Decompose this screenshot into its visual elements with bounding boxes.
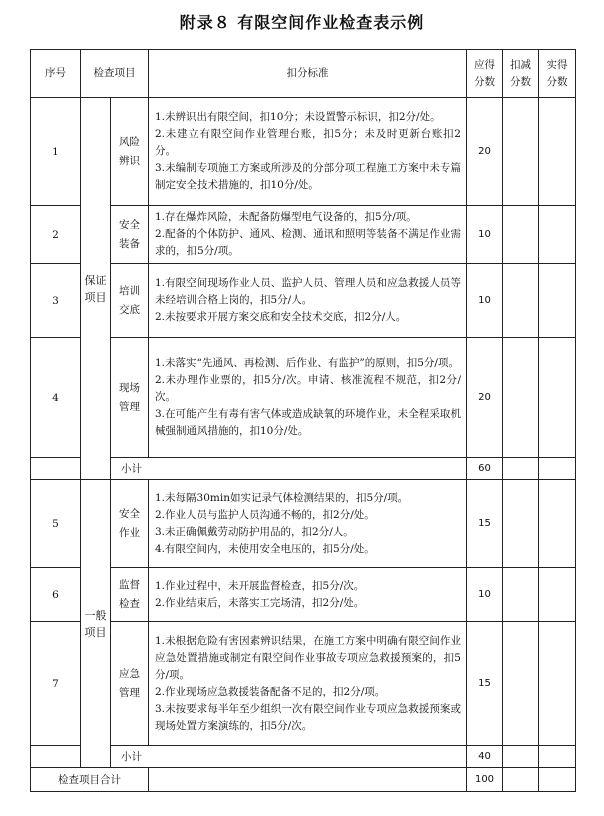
criteria-line: 1.未辨识出有限空间，扣10分；未设置警示标识，扣2分/处。 bbox=[155, 111, 441, 123]
criteria-line: 1.未落实“先通风、再检测、后作业、有监护”的原则，扣5分/项。 bbox=[155, 357, 459, 369]
criteria-line: 2.作业现场应急救援装备配备不足的，扣2分/项。 bbox=[155, 685, 386, 698]
score-due: 20 bbox=[467, 98, 503, 206]
subtotal-label: 小计 bbox=[111, 458, 467, 480]
score-due: 20 bbox=[467, 338, 503, 458]
row-number: 2 bbox=[31, 206, 81, 264]
deducted-cell[interactable] bbox=[503, 458, 539, 480]
subtotal-score: 60 bbox=[467, 458, 503, 480]
criteria-line: 3.未编制专项施工方案或所涉及的分部分项工程施工方案中未专篇制定安全技术措施的，扣10分/处。 bbox=[155, 162, 461, 191]
criteria-line: 4.有限空间内，未使用安全电压的，扣5分/处。 bbox=[155, 542, 375, 555]
score-due: 10 bbox=[467, 206, 503, 264]
deducted-cell[interactable] bbox=[503, 206, 539, 264]
total-score: 100 bbox=[467, 768, 503, 792]
blank-cell bbox=[31, 746, 81, 768]
actual-cell[interactable] bbox=[539, 98, 576, 206]
actual-cell[interactable] bbox=[539, 206, 576, 264]
criteria-line: 2.未办理作业票的，扣5分/次。申请、核准流程不规范，扣2分/次。 bbox=[155, 374, 461, 403]
header-no: 序号 bbox=[31, 50, 81, 98]
criteria-line: 2.未按要求开展方案交底和安全技术交底，扣2分/人。 bbox=[155, 311, 407, 323]
actual-cell[interactable] bbox=[539, 622, 576, 746]
row-number: 4 bbox=[31, 338, 81, 458]
header-actual: 实得 分数 bbox=[539, 50, 576, 98]
criteria-line: 1.有限空间现场作业人员、监护人员、管理人员和应急救援人员等未经培训合格上岗的，扣5分/人。 bbox=[155, 277, 461, 306]
header-criteria: 扣分标准 bbox=[149, 50, 467, 98]
actual-cell[interactable] bbox=[539, 746, 576, 768]
table-row bbox=[31, 206, 576, 264]
criteria-line: 1.未每隔30min如实记录气体检测结果的，扣5分/项。 bbox=[155, 491, 409, 504]
item-name: 风险 辨识 bbox=[111, 98, 149, 206]
header-deducted: 扣减 分数 bbox=[503, 50, 539, 98]
score-due: 15 bbox=[467, 480, 503, 568]
criteria-line: 1.未根据危险有害因素辨识结果，在施工方案中明确有限空间作业应急处置措施或制定有限空间作业事故专项应急救援预案的，扣5分/项。 bbox=[155, 634, 461, 681]
criteria-line: 3.未按要求每半年至少组织一次有限空间作业专项应急救援预案或现场处置方案演练的，扣5分/次。 bbox=[155, 702, 461, 732]
criteria-cell bbox=[149, 264, 467, 338]
total-row bbox=[31, 768, 576, 792]
actual-cell[interactable] bbox=[539, 264, 576, 338]
item-name: 安全 装备 bbox=[111, 206, 149, 264]
criteria-cell bbox=[149, 98, 467, 206]
total-label: 检查项目合计 bbox=[31, 768, 149, 792]
table-row bbox=[31, 622, 576, 746]
category-guarantee: 保证 项目 bbox=[81, 98, 111, 480]
criteria-line: 3.在可能产生有毒有害气体或造成缺氧的环境作业，未全程采取机械强制通风措施的，扣10分/处。 bbox=[155, 408, 461, 437]
table-row bbox=[31, 480, 576, 568]
row-number: 1 bbox=[31, 98, 81, 206]
header-score-due: 应得 分数 bbox=[467, 50, 503, 98]
page-title: 附录８ 有限空间作业检查表示例 bbox=[179, 13, 425, 32]
subtotal-label: 小计 bbox=[111, 746, 467, 768]
item-name: 监督 检查 bbox=[111, 568, 149, 622]
row-number: 3 bbox=[31, 264, 81, 338]
criteria-line: 2.配备的个体防护、通风、检测、通讯和照明等装备不满足作业需求的，扣5分/项。 bbox=[155, 228, 461, 257]
criteria-line: 2.未建立有限空间作业管理台账，扣5分；未及时更新台账扣2分。 bbox=[155, 128, 461, 157]
criteria-line: 2.作业结束后，未落实工完场清，扣2分/处。 bbox=[155, 596, 365, 609]
blank-cell bbox=[31, 458, 81, 480]
criteria-cell bbox=[149, 622, 467, 746]
criteria-line: 2.作业人员与监护人员沟通不畅的，扣2分/处。 bbox=[155, 508, 375, 521]
criteria-line: 1.存在爆炸风险，未配备防爆型电气设备的，扣5分/项。 bbox=[155, 211, 417, 223]
deducted-cell[interactable] bbox=[503, 338, 539, 458]
criteria-cell bbox=[149, 206, 467, 264]
deducted-cell[interactable] bbox=[503, 568, 539, 622]
deducted-cell[interactable] bbox=[503, 264, 539, 338]
table-row bbox=[31, 264, 576, 338]
header-row bbox=[31, 50, 576, 98]
item-name: 现场 管理 bbox=[111, 338, 149, 458]
score-due: 10 bbox=[467, 568, 503, 622]
deducted-cell[interactable] bbox=[503, 622, 539, 746]
header-check-item: 检查项目 bbox=[81, 50, 149, 98]
item-name: 安全 作业 bbox=[111, 480, 149, 568]
actual-cell[interactable] bbox=[539, 568, 576, 622]
criteria-line: 3.未正确佩戴劳动防护用品的，扣2分/人。 bbox=[155, 525, 354, 538]
actual-cell[interactable] bbox=[539, 768, 576, 792]
subtotal-score: 40 bbox=[467, 746, 503, 768]
criteria-cell bbox=[149, 568, 467, 622]
criteria-cell bbox=[149, 338, 467, 458]
table-row bbox=[31, 98, 576, 206]
actual-cell[interactable] bbox=[539, 480, 576, 568]
deducted-cell[interactable] bbox=[503, 768, 539, 792]
category-general: 一般 项目 bbox=[81, 480, 111, 768]
table-row bbox=[31, 338, 576, 458]
score-due: 10 bbox=[467, 264, 503, 338]
deducted-cell[interactable] bbox=[503, 98, 539, 206]
score-due: 15 bbox=[467, 622, 503, 746]
subtotal-row bbox=[31, 746, 576, 768]
item-name: 培训 交底 bbox=[111, 264, 149, 338]
row-number: 7 bbox=[31, 622, 81, 746]
table-row bbox=[31, 568, 576, 622]
item-name: 应急 管理 bbox=[111, 622, 149, 746]
blank-cell bbox=[149, 768, 467, 792]
subtotal-row bbox=[31, 458, 576, 480]
deducted-cell[interactable] bbox=[503, 746, 539, 768]
row-number: 5 bbox=[31, 480, 81, 568]
actual-cell[interactable] bbox=[539, 338, 576, 458]
inspection-table bbox=[30, 49, 576, 792]
criteria-cell bbox=[149, 480, 467, 568]
row-number: 6 bbox=[31, 568, 81, 622]
actual-cell[interactable] bbox=[539, 458, 576, 480]
criteria-line: 1.作业过程中，未开展监督检查，扣5分/次。 bbox=[155, 579, 365, 592]
deducted-cell[interactable] bbox=[503, 480, 539, 568]
